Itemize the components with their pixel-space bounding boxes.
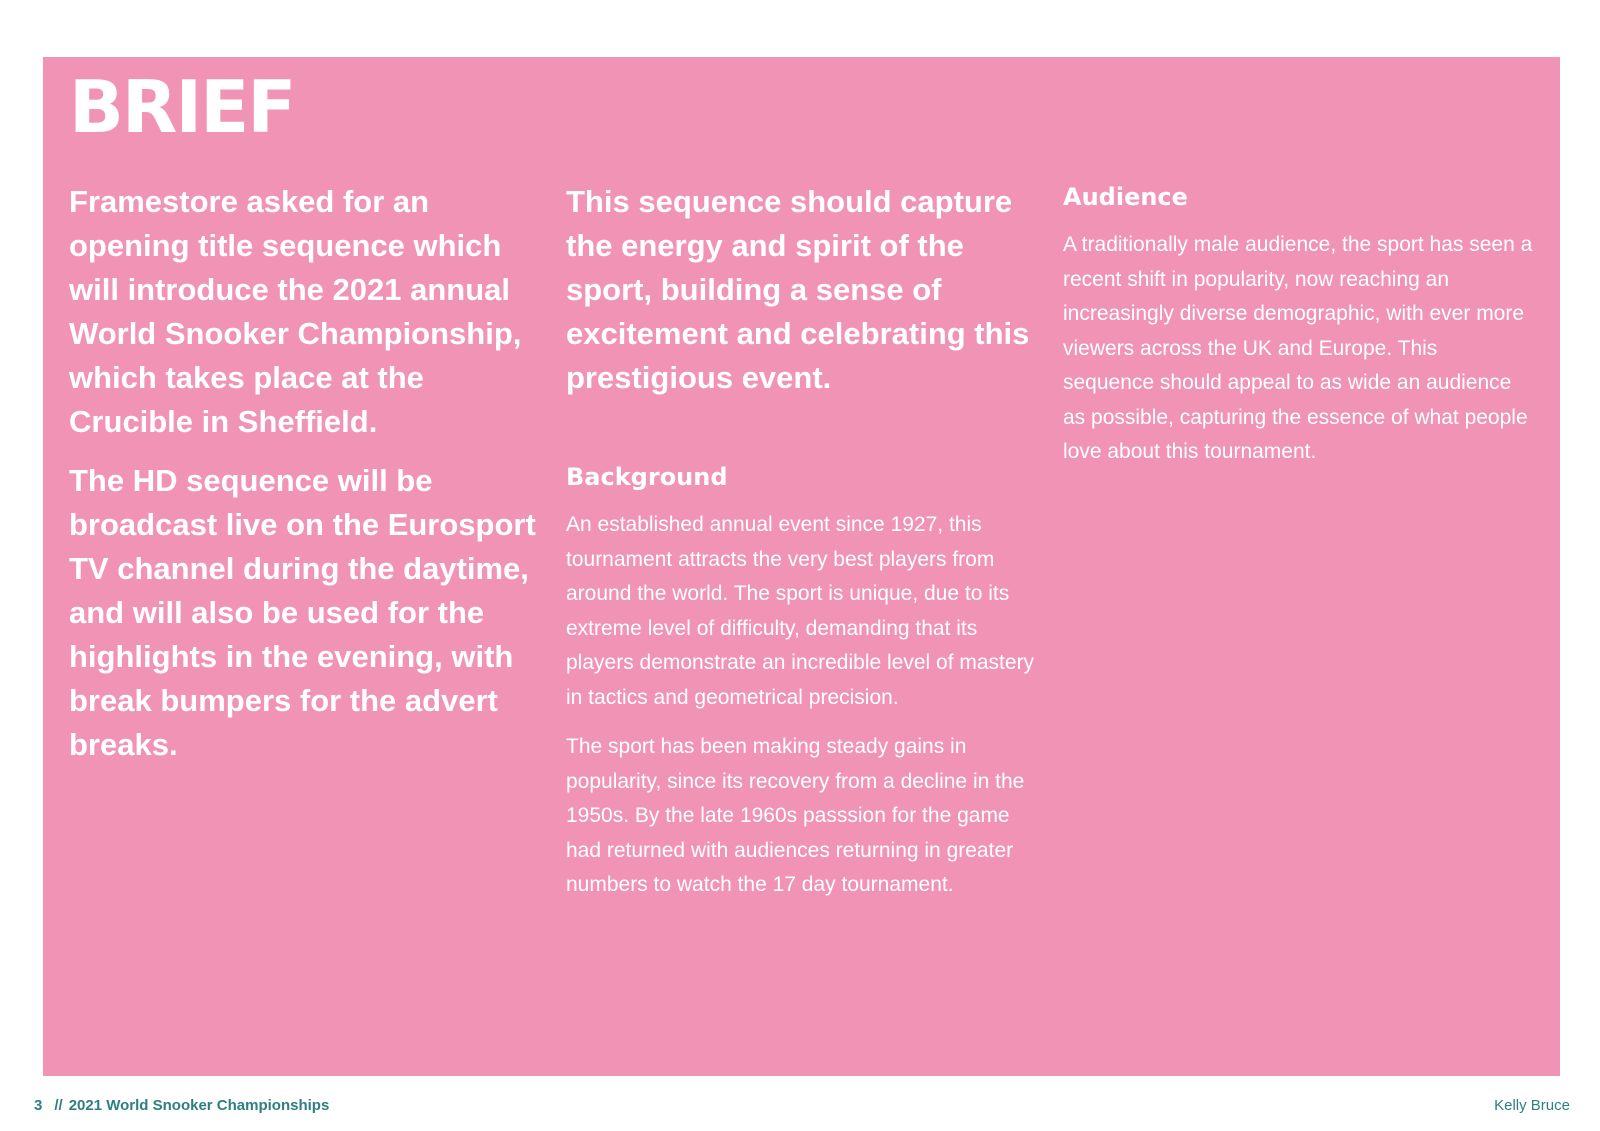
author-name: Kelly Bruce: [1494, 1097, 1570, 1114]
column-intro: [69, 180, 549, 767]
audience-heading: Audience: [1063, 183, 1188, 211]
footer-left: [34, 1096, 329, 1116]
broadcast-paragraph: The HD sequence will be broadcast live on the Eurosport TV channel during the daytime, and will also be used for the highlights in the evening, with break bumpers for the advert breaks.: [69, 463, 536, 762]
background-paragraph: An established annual event since 1927, this tournament attracts the very best players from around the world. The sport is unique, due to its extreme level of difficulty, demanding that its players demonstrate an incredible level of mastery in tactics and geometrical precision.: [566, 513, 1035, 709]
footer-separator: //: [54, 1097, 63, 1114]
document-title: 2021 World Snooker Championships: [68, 1097, 330, 1114]
page-number: 3: [34, 1097, 43, 1114]
background-paragraph: The sport has been making steady gains in popularity, since its recovery from a decline in the 1950s. By the late 1960s passsion for the game had returned with audiences returning in greater numbers to watch the 17 day tournament.: [566, 735, 1025, 896]
column-goals-background: [566, 180, 1036, 903]
column-audience: [1063, 180, 1533, 470]
audience-paragraph: A traditionally male audience, the sport has seen a recent shift in popularity, now reaching an increasingly diverse demographic, with ever more viewers across the UK and Europe. This sequence should appeal to as wide an audience as possible, capturing the essence of what people love about this tournament.: [1063, 233, 1533, 463]
intro-paragraph: Framestore asked for an opening title sequence which will introduce the 2021 annual World Snooker Championship, which takes place at the Crucible in Sheffield.: [69, 184, 522, 439]
page-title: BRIEF: [69, 65, 295, 149]
goal-paragraph: This sequence should capture the energy and spirit of the sport, building a sense of excitement and celebrating this prestigious event.: [566, 184, 1030, 395]
background-heading: Background: [566, 463, 728, 491]
